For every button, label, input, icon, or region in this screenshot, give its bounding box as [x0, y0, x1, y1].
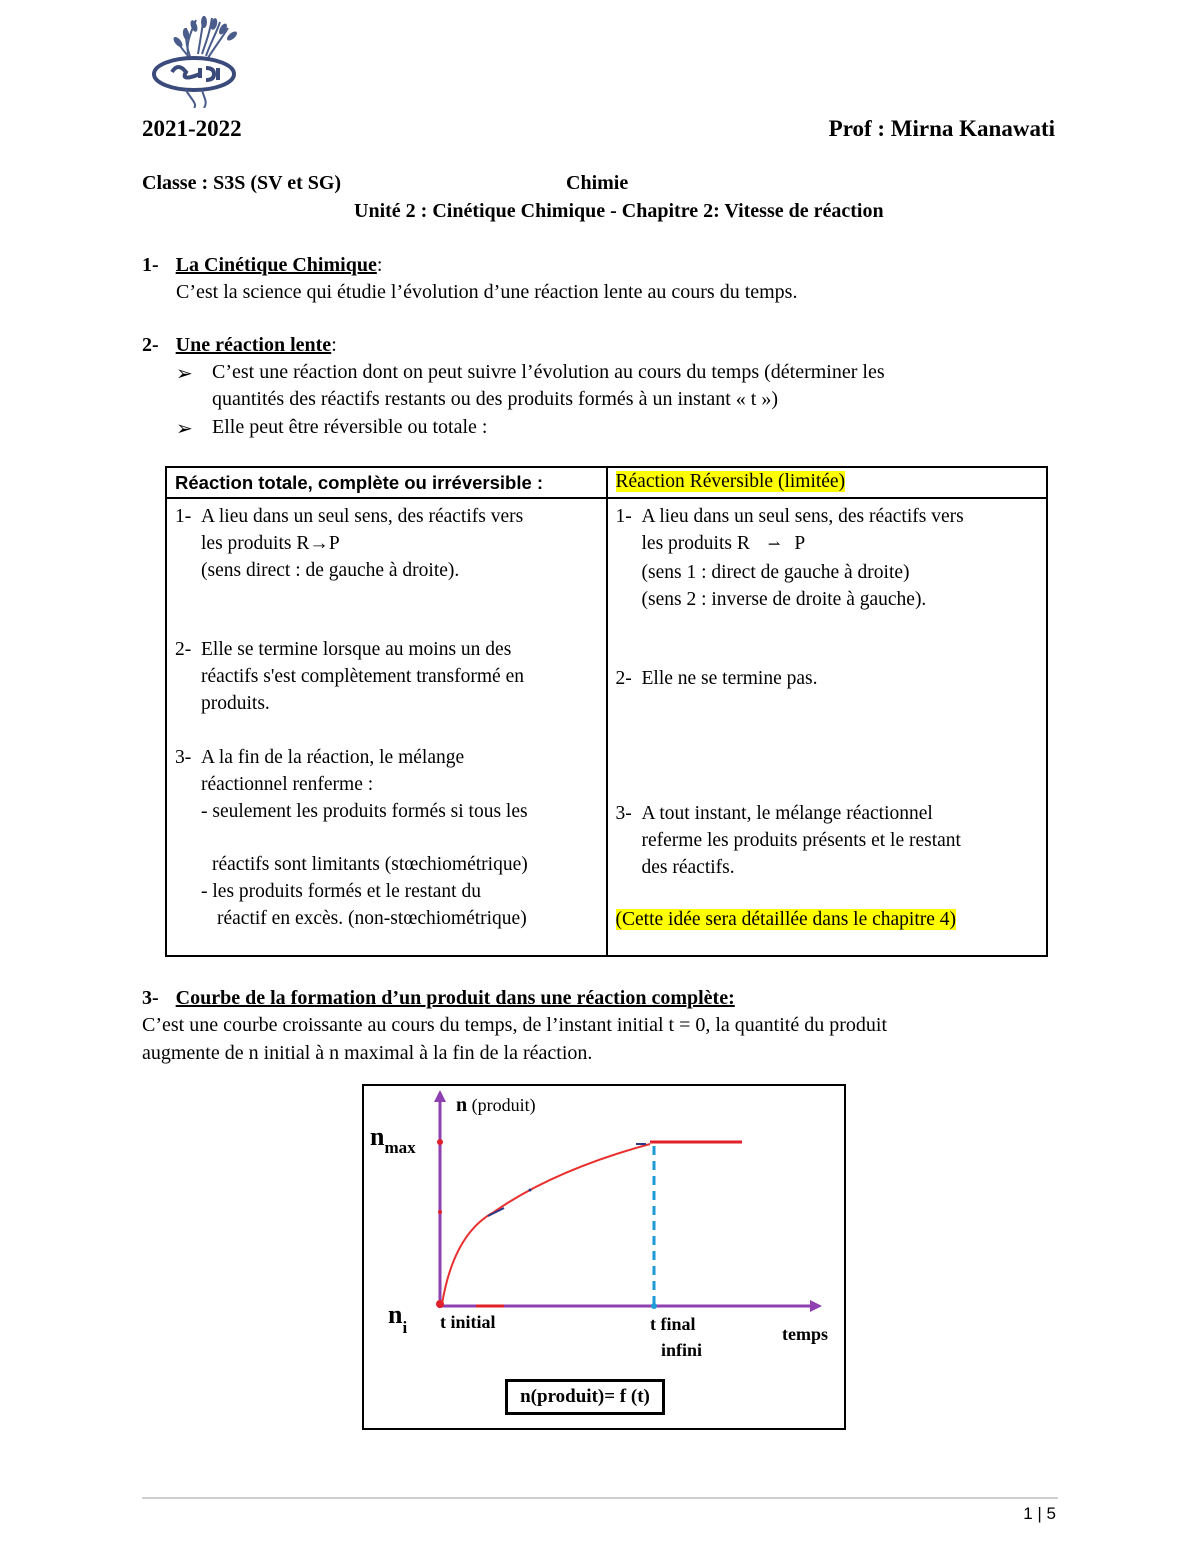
- ni-symbol: n: [388, 1300, 403, 1329]
- bullet-1-line-2: quantités des réactifs restants ou des produits formés à un instant « t »): [212, 388, 778, 410]
- item-text: produits.: [201, 693, 270, 714]
- item-text: referme les produits présents et le restant: [641, 830, 961, 851]
- school-year: 2021-2022: [142, 116, 242, 141]
- nmax-symbol: n: [370, 1122, 385, 1151]
- item-text: Elle se termine lorsque au moins un des: [201, 639, 512, 660]
- right-cell: [607, 498, 1048, 956]
- curve-marker: [488, 1208, 504, 1216]
- item-number: 3-: [175, 747, 192, 768]
- class-label: Classe : S3S (SV et SG): [142, 172, 342, 194]
- bullet-arrow-icon: ➢: [176, 363, 193, 385]
- formula-box: n(produit)= f (t): [505, 1379, 665, 1415]
- highlighted-text: (Cette idée sera détaillée dans le chapitre 4): [615, 909, 957, 930]
- right-item-3: [616, 800, 1039, 881]
- section-title: Courbe de la formation d’un produit dans une réaction complète:: [175, 987, 735, 1009]
- item-text: (sens direct : de gauche à droite).: [201, 560, 460, 581]
- item-text: Elle ne se termine pas.: [641, 668, 818, 689]
- item-text: - seulement les produits formés si tous les: [201, 801, 528, 822]
- y-axis-label: [456, 1094, 536, 1117]
- section-number: 1-: [142, 254, 159, 276]
- left-item-1: [175, 503, 598, 584]
- section-3-heading: [142, 987, 735, 1010]
- header-reversible-reaction: [607, 467, 1048, 498]
- item-text: réactifs sont limitants (stœchiométrique): [212, 854, 528, 875]
- section-title: Une réaction lente: [175, 334, 332, 356]
- section-number: 3-: [142, 987, 159, 1009]
- item-number: 2-: [615, 668, 632, 689]
- product-formation-figure: [362, 1084, 846, 1430]
- x-axis-label: temps: [782, 1324, 828, 1344]
- item-text: A la fin de la réaction, le mélange: [201, 747, 465, 768]
- right-note: [616, 909, 1039, 931]
- teacher-name: Prof : Mirna Kanawati: [828, 116, 1055, 141]
- curve-marker: [529, 1189, 532, 1192]
- item-text: [201, 530, 598, 557]
- section-1-heading: [142, 254, 382, 277]
- t-initial-label: t initial: [440, 1312, 496, 1332]
- left-item-2: [175, 636, 598, 717]
- item-text: [642, 530, 1039, 559]
- subject-label: Chimie: [566, 172, 629, 194]
- page-number: 1 | 5: [1023, 1504, 1056, 1523]
- y-axis-symbol: n: [456, 1094, 468, 1116]
- highlighted-text: Réaction Réversible (limitée): [615, 471, 846, 492]
- item-number: 2-: [175, 639, 192, 660]
- item-text: (sens 2 : inverse de droite à gauche).: [641, 589, 927, 610]
- ni-label: [388, 1302, 407, 1341]
- nmax-label: [370, 1124, 416, 1161]
- left-cell: [166, 498, 607, 956]
- table-header-row: [166, 467, 1047, 498]
- table-body-row: [166, 498, 1047, 956]
- nmax-subscript: max: [384, 1138, 416, 1157]
- item-text: réactif en excès. (non-stœchiométrique): [217, 908, 527, 929]
- bullet-1-line-1: C’est une réaction dont on peut suivre l’évolution au cours du temps (déterminer les: [212, 361, 885, 383]
- section-title: La Cinétique Chimique: [175, 254, 377, 276]
- text-fragment: les produits R: [641, 533, 750, 554]
- reaction-arrow-icon: →: [309, 533, 329, 554]
- y-axis-arrowhead-icon: [434, 1090, 446, 1102]
- item-text: réactifs s'est complètement transformé en: [201, 666, 524, 687]
- curve-diagram: [364, 1086, 844, 1428]
- unit-title: Unité 2 : Cinétique Chimique - Chapitre 2: Vitesse de réaction: [354, 200, 884, 222]
- footer-divider: [142, 1497, 1058, 1499]
- school-logo: [146, 12, 250, 108]
- header-total-reaction: Réaction totale, complète ou irréversible :: [166, 467, 607, 498]
- equilibrium-arrow-icon: ⇀: [767, 537, 781, 553]
- item-number: 1-: [615, 506, 632, 527]
- y-axis-text: (produit): [471, 1095, 536, 1115]
- infini-label: infini: [661, 1340, 703, 1360]
- item-text: des réactifs.: [641, 857, 735, 878]
- y-tick: [438, 1210, 442, 1214]
- section-2-heading: [142, 334, 337, 357]
- left-item-3: [175, 744, 598, 932]
- item-number: 3-: [615, 803, 632, 824]
- item-text: A lieu dans un seul sens, des réactifs vers: [201, 506, 524, 527]
- item-text: A tout instant, le mélange réactionnel: [641, 803, 933, 824]
- section-3-line-2: augmente de n initial à n maximal à la fin de la réaction.: [142, 1042, 593, 1064]
- ni-subscript: i: [402, 1318, 408, 1337]
- bullet-arrow-icon: ➢: [176, 418, 193, 440]
- t-final-label: t final: [650, 1314, 696, 1334]
- x-axis-arrowhead-icon: [810, 1300, 822, 1312]
- colon: :: [376, 254, 383, 276]
- item-text: - les produits formés et le restant du: [201, 881, 481, 902]
- section-number: 2-: [142, 334, 159, 356]
- section-1-text: C’est la science qui étudie l’évolution d’une réaction lente au cours du temps.: [176, 281, 798, 303]
- colon: :: [331, 334, 337, 356]
- right-item-2: [616, 665, 1039, 692]
- text-fragment: les produits R: [201, 533, 310, 554]
- text-fragment: P: [328, 533, 340, 554]
- growth-curve: [442, 1144, 650, 1304]
- item-text: (sens 1 : direct de gauche à droite): [641, 562, 910, 583]
- item-text: réactionnel renferme :: [201, 774, 374, 795]
- right-item-1: [616, 503, 1039, 613]
- item-text: A lieu dans un seul sens, des réactifs vers: [641, 506, 964, 527]
- section-3-line-1: C’est une courbe croissante au cours du temps, de l’instant initial t = 0, la quantité du produit: [142, 1014, 887, 1036]
- item-number: 1-: [175, 506, 192, 527]
- nmax-tick: [437, 1139, 443, 1145]
- bullet-2: Elle peut être réversible ou totale :: [212, 416, 488, 438]
- comparison-table: [165, 466, 1048, 957]
- text-fragment: P: [794, 533, 806, 554]
